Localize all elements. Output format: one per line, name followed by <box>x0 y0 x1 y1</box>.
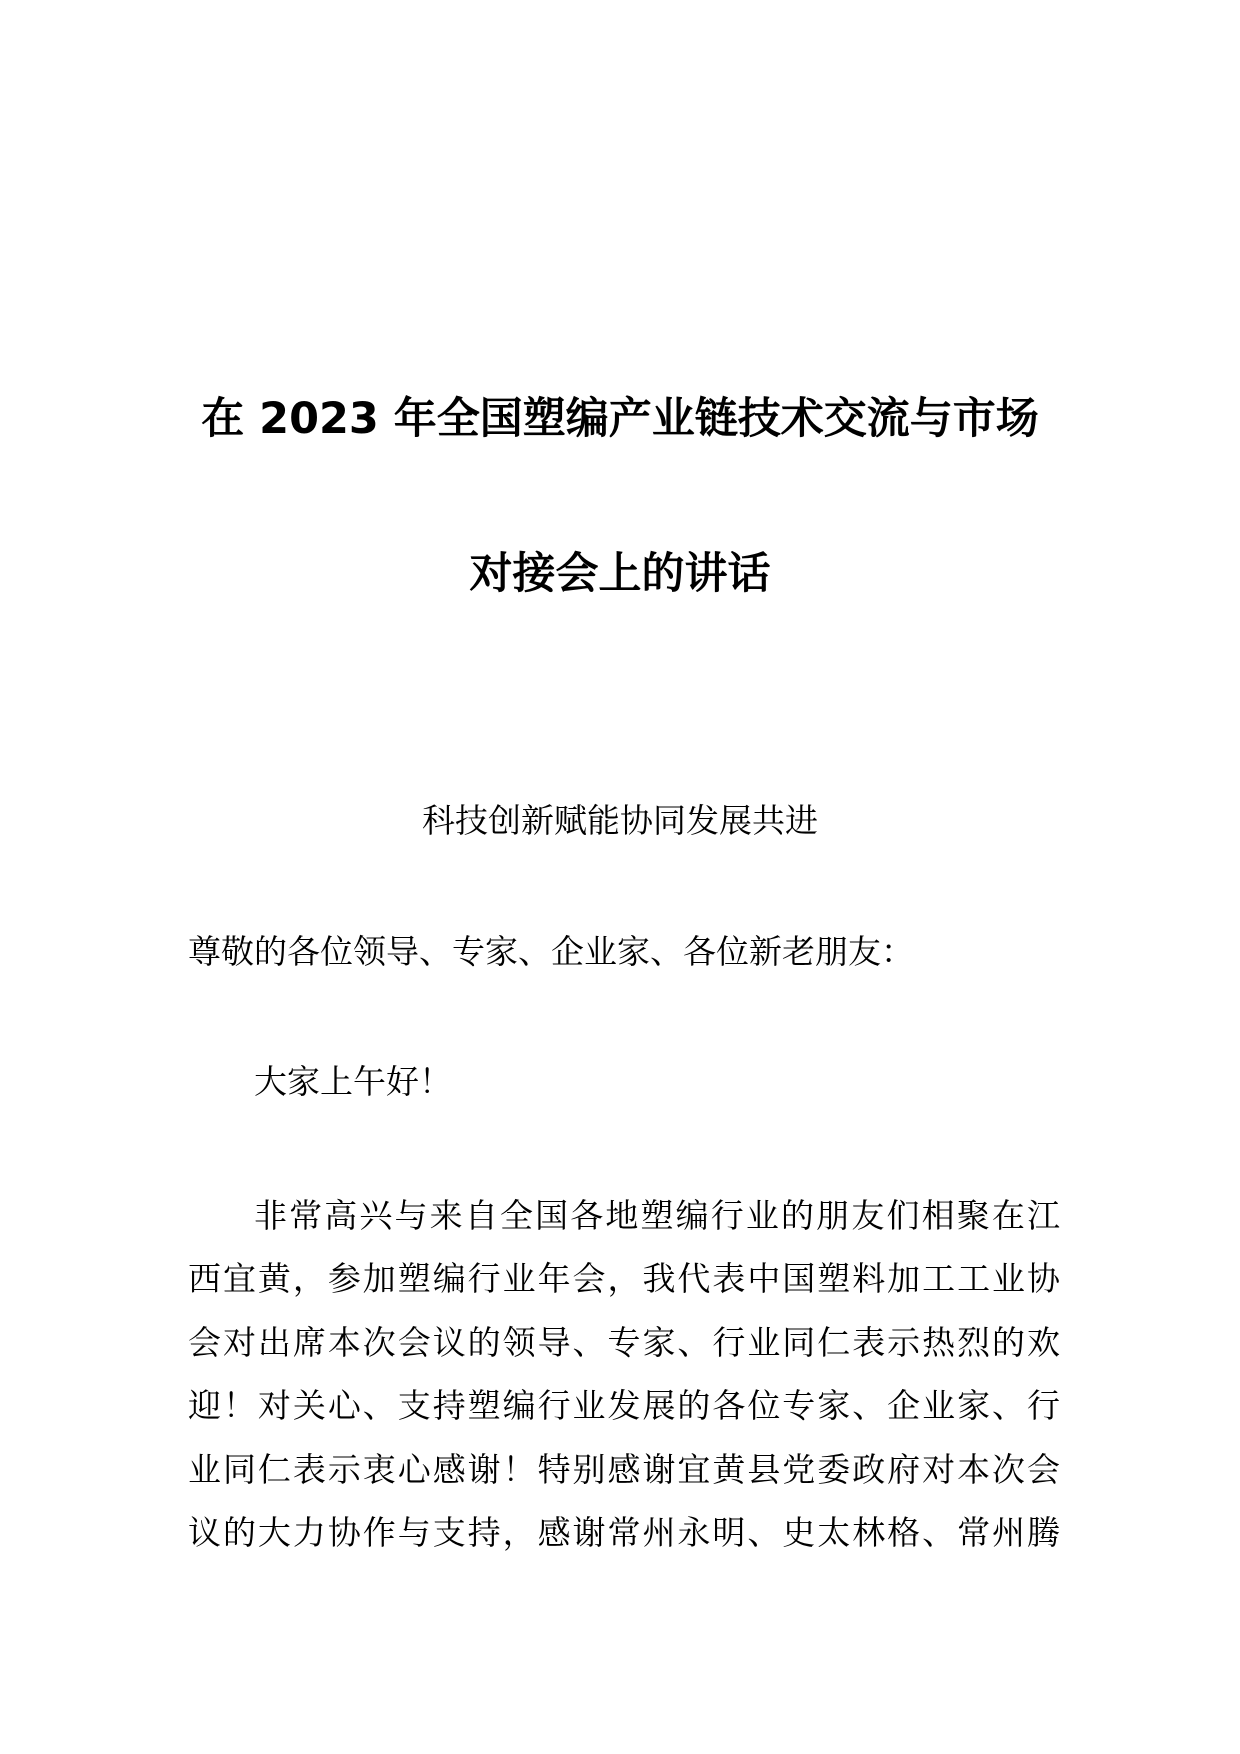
paragraph-line: 非常高兴与来自全国各地塑编行业的朋友们相聚在江 <box>254 1196 1060 1235</box>
paragraph-line: 会对出席本次会议的领导、专家、行业同仁表示热烈的欢 <box>188 1323 1060 1362</box>
document-title-line-2: 对接会上的讲话 <box>469 549 771 599</box>
paragraph-line: 迎！对关心、支持塑编行业发展的各位专家、企业家、行 <box>188 1386 1060 1425</box>
paragraph-line: 议的大力协作与支持，感谢常州永明、史太林格、常州腾 <box>188 1513 1060 1552</box>
salutation: 尊敬的各位领导、专家、企业家、各位新老朋友： <box>188 932 914 971</box>
paragraph-line: 西宜黄，参加塑编行业年会，我代表中国塑料加工工业协 <box>188 1259 1060 1298</box>
document-subtitle: 科技创新赋能协同发展共进 <box>422 801 818 840</box>
paragraph-line: 业同仁表示衷心感谢！特别感谢宜黄县党委政府对本次会 <box>188 1450 1060 1489</box>
document-title-line-1: 在 2023 年全国塑编产业链技术交流与市场 <box>201 394 1039 444</box>
greeting: 大家上午好！ <box>254 1062 452 1101</box>
